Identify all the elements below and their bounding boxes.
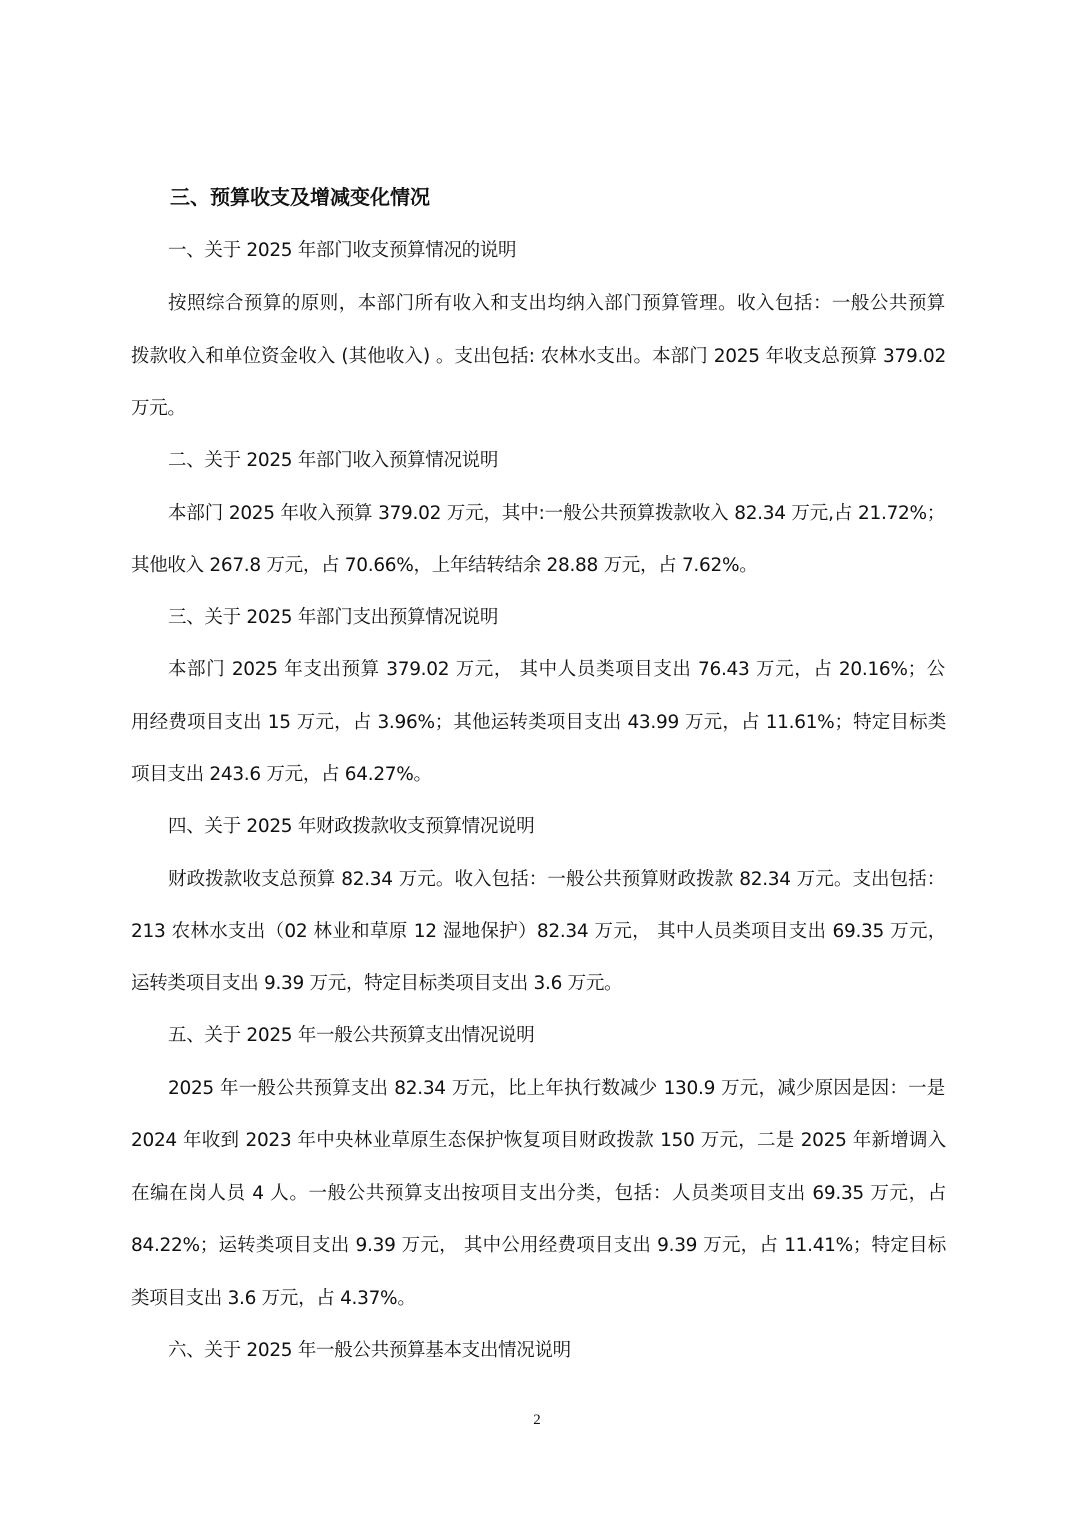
paragraph-line: 本部门 2025 年支出预算 379.02 万元， 其中人员类项目支出 76.43 万元，占 20.16%；公	[168, 659, 945, 680]
section-title: 三、预算收支及增减变化情况	[170, 185, 430, 209]
paragraph-line: 按照综合预算的原则，本部门所有收入和支出均纳入部门预算管理。收入包括：一般公共预算	[168, 293, 945, 314]
paragraph-line: 项目支出 243.6 万元，占 64.27%。	[131, 764, 432, 785]
paragraph-line: 2024 年收到 2023 年中央林业草原生态保护恢复项目财政拨款 150 万元，二是 2025 年新增调入	[131, 1130, 946, 1151]
paragraph-line: 213 农林水支出（02 林业和草原 12 湿地保护）82.34 万元， 其中人员类项目支出 69.35 万元，	[131, 921, 946, 942]
subheading-2: 二、关于 2025 年部门收入预算情况说明	[168, 450, 499, 471]
paragraph-line: 运转类项目支出 9.39 万元，特定目标类项目支出 3.6 万元。	[131, 973, 623, 994]
paragraph-line: 本部门 2025 年收入预算 379.02 万元，其中:一般公共预算拨款收入 82.34 万元,占 21.72%；	[168, 503, 945, 524]
subheading-5: 五、关于 2025 年一般公共预算支出情况说明	[168, 1025, 535, 1046]
paragraph-line: 万元。	[131, 398, 186, 419]
paragraph-line: 2025 年一般公共预算支出 82.34 万元，比上年执行数减少 130.9 万元，减少原因是因：一是	[168, 1078, 945, 1099]
paragraph-line: 用经费项目支出 15 万元，占 3.96%；其他运转类项目支出 43.99 万元，占 11.61%；特定目标类	[131, 712, 946, 733]
paragraph-line: 类项目支出 3.6 万元，占 4.37%。	[131, 1288, 416, 1309]
subheading-6: 六、关于 2025 年一般公共预算基本支出情况说明	[168, 1340, 571, 1361]
paragraph-line: 财政拨款收支总预算 82.34 万元。收入包括：一般公共预算财政拨款 82.34 万元。支出包括：	[168, 869, 945, 890]
paragraph-line: 在编在岗人员 4 人。一般公共预算支出按项目支出分类，包括：人员类项目支出 69.35 万元，占	[131, 1183, 946, 1204]
subheading-1: 一、关于 2025 年部门收支预算情况的说明	[168, 240, 517, 261]
subheading-3: 三、关于 2025 年部门支出预算情况说明	[168, 607, 499, 628]
paragraph-line: 其他收入 267.8 万元，占 70.66%，上年结转结余 28.88 万元，占 7.62%。	[131, 555, 758, 576]
paragraph-line: 84.22%；运转类项目支出 9.39 万元， 其中公用经费项目支出 9.39 万元，占 11.41%；特定目标	[131, 1235, 946, 1256]
paragraph-line: 拨款收入和单位资金收入 (其他收入) 。支出包括: 农林水支出。本部门 2025 年收支总预算 379.02	[131, 346, 946, 367]
subheading-4: 四、关于 2025 年财政拨款收支预算情况说明	[168, 816, 535, 837]
page-number: 2	[533, 1412, 541, 1428]
